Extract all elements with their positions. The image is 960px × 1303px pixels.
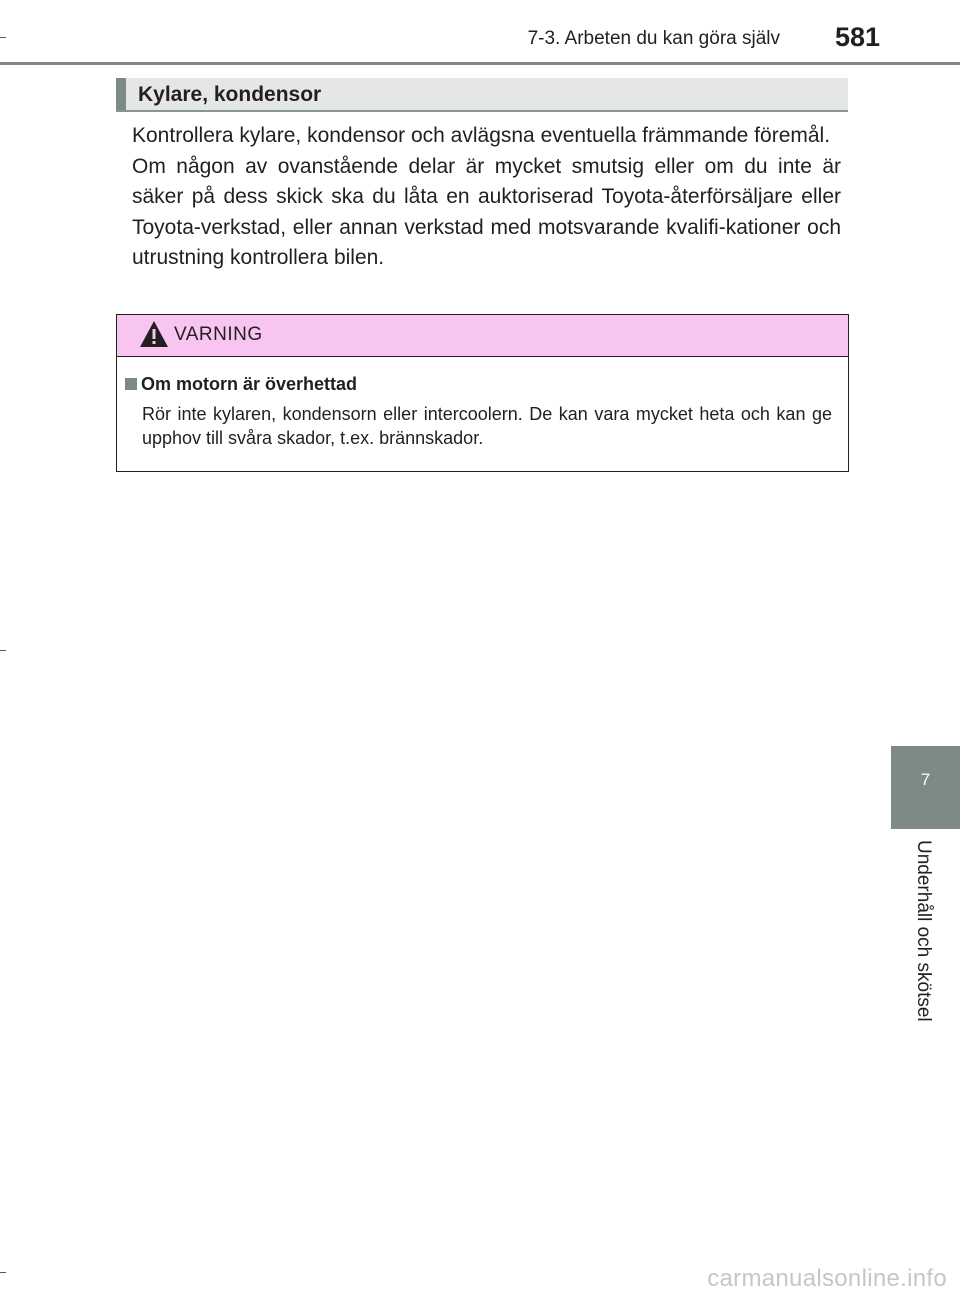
section-heading-bar <box>116 78 126 110</box>
body-paragraph: Kontrollera kylare, kondensor och avlägsna eventuella främmande föremål. <box>132 124 831 147</box>
warning-header <box>117 315 848 357</box>
warning-subheading-text: Om motorn är överhettad <box>141 374 358 394</box>
body-paragraph: Om någon av ovanstående delar är mycket smutsig eller om du inte är säker på dess skick ska du låta en auktoriserad Toyota-återförsäljare eller Toyota-verkstad, eller annan verkstad med motsvarande kvalifi-kationer och utrustning kontrollera bilen. <box>132 154 841 269</box>
header-rule <box>0 62 960 65</box>
chapter-tab <box>891 746 960 829</box>
section-heading-text: Kylare, kondensor <box>138 83 322 106</box>
warning-body: Rör inte kylaren, kondensorn eller intercoolern. De kan vara mycket heta och kan ge upphov till svåra skador, t.ex. brännskador. <box>142 404 832 448</box>
warning-subheading <box>125 374 357 395</box>
watermark: carmanualsonline.info <box>707 1265 947 1292</box>
bullet-square-icon <box>125 378 137 390</box>
chapter-tab-number: 7 <box>920 770 931 789</box>
page-number: 581 <box>834 22 880 52</box>
crop-mark-middle <box>0 650 6 651</box>
warning-box <box>116 314 849 472</box>
warning-label: VARNING <box>174 324 263 345</box>
crop-mark-top <box>0 37 6 38</box>
crop-mark-bottom <box>0 1272 6 1273</box>
section-heading <box>116 78 848 112</box>
chapter-tab-label: Underhåll och skötsel <box>913 840 934 1022</box>
warning-triangle-icon <box>139 320 169 348</box>
chapter-title: 7-3. Arbeten du kan göra själv <box>527 28 780 49</box>
section-body <box>132 121 841 274</box>
